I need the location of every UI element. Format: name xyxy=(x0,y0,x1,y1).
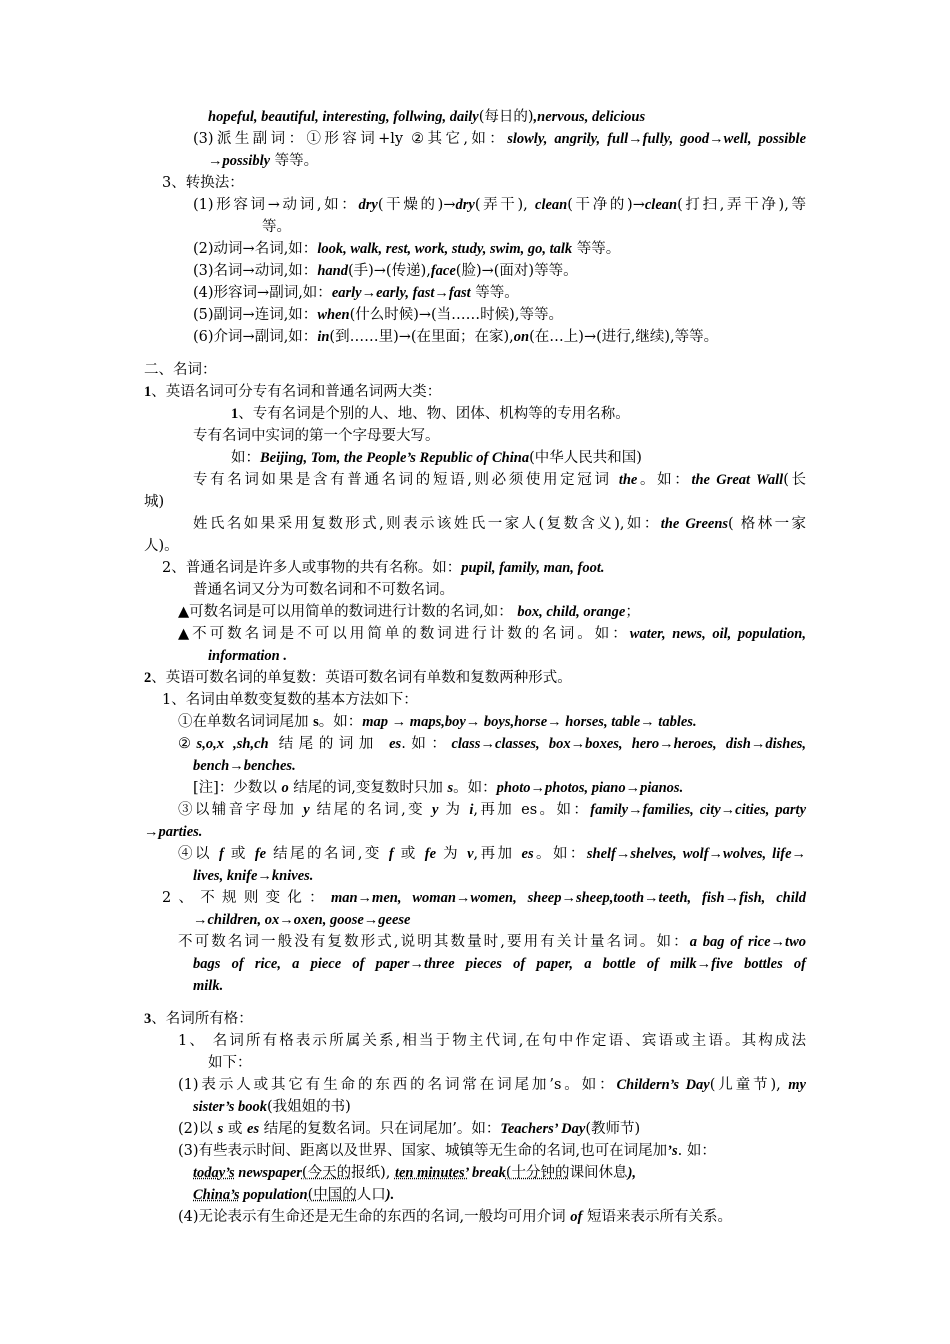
text-run: lives, knife→knives. xyxy=(193,868,314,884)
text-line xyxy=(208,150,318,172)
text-run: 3 xyxy=(144,1011,152,1027)
text-line xyxy=(193,865,313,887)
text-run: family→families, city→cities, party xyxy=(590,802,807,818)
text-run: look, walk, rest, work, study, swim, go, talk xyxy=(317,241,573,257)
text-run: 。如： xyxy=(637,472,692,488)
text-run: 姓氏名如果采用复数形式,则表示该姓氏一家人(复数含义),如： xyxy=(193,516,661,532)
text-run: box, child, orange xyxy=(517,604,626,620)
text-run: es xyxy=(389,736,402,752)
text-run: (今天的 xyxy=(301,1165,352,1181)
text-line xyxy=(178,931,806,953)
text-run: sister’s book xyxy=(193,1099,267,1115)
text-run: y xyxy=(432,802,439,818)
text-run: 或 xyxy=(223,846,255,862)
text-run: Beijing, Tom, the People’s Republic of China xyxy=(260,450,530,466)
text-line xyxy=(193,326,718,348)
text-run: when xyxy=(317,307,350,323)
text-run: ,nervous, delicious xyxy=(533,109,646,125)
text-run: (什么时候)→(当……时候),等等。 xyxy=(349,307,563,323)
text-run: 1 xyxy=(231,406,239,422)
text-run: 或 xyxy=(223,1121,248,1137)
text-run: the xyxy=(618,472,638,488)
text-run: (中国的 xyxy=(307,1187,357,1203)
text-run: (4)无论表示有生命还是无生命的东西的名词,一般均可用介词 xyxy=(178,1209,571,1225)
text-run: my xyxy=(788,1077,806,1093)
text-run: 课间休息 xyxy=(569,1165,628,1181)
text-run: s,o,x ,sh,ch xyxy=(196,736,269,752)
text-line xyxy=(208,1052,252,1074)
text-run: 1 xyxy=(144,384,152,400)
text-run: ▲可数名词是可以用简单的数词进行计数的名词,如： xyxy=(178,604,518,620)
text-run: today’s xyxy=(193,1165,235,1181)
text-run: (手)→(传递), xyxy=(347,263,431,279)
text-run: 。如： xyxy=(533,846,587,862)
text-run: (干净的)→ xyxy=(567,197,645,213)
text-run: newspaper xyxy=(234,1165,302,1181)
text-run: 2 xyxy=(144,670,152,686)
text-run: 报纸), xyxy=(351,1165,395,1181)
text-run: man→men, woman→women, sheep→sheep,tooth→teeth, fish→fish, child xyxy=(330,890,807,906)
text-run: v xyxy=(467,846,474,862)
text-run: ,再加 es。如： xyxy=(473,802,591,818)
text-run: 2、不规则变化： xyxy=(162,890,331,906)
text-run: es xyxy=(521,846,534,862)
text-run: (弄干), xyxy=(474,197,536,213)
text-run: 、名词所有格： xyxy=(151,1011,253,1027)
text-run: 1、名词由单数变复数的基本方法如下： xyxy=(162,692,418,708)
text-line xyxy=(144,1008,253,1030)
text-run: (长 xyxy=(783,472,806,488)
text-run: ▲不可数名词是不可以用简单的数词进行计数的名词。如： xyxy=(178,626,630,642)
text-run: ③以辅音字母加 xyxy=(178,802,304,818)
text-run: 人口 xyxy=(356,1187,386,1203)
text-run: y xyxy=(303,802,310,818)
text-run: 2、普通名词是许多人或事物的共有名称。如： xyxy=(162,560,462,576)
text-run: a bag of rice→two xyxy=(689,934,806,950)
text-run: 人)。 xyxy=(144,538,179,554)
text-run: 为 xyxy=(438,802,470,818)
text-run: (教师节) xyxy=(585,1121,641,1137)
text-run: ’s xyxy=(667,1143,678,1159)
text-line xyxy=(193,579,454,601)
text-run: 专有名词如果是含有普通名词的短语,则必须使用定冠词 xyxy=(193,472,619,488)
text-run: f xyxy=(388,846,394,862)
text-run: o xyxy=(281,780,289,796)
text-run: . 如： xyxy=(677,1143,716,1159)
text-line xyxy=(162,172,244,194)
text-run: (我姐姐的书) xyxy=(266,1099,351,1115)
text-run: (中华人民共和国) xyxy=(529,450,642,466)
text-run: 结尾的词,变复数时只加 xyxy=(288,780,448,796)
text-run: 、英语可数名词的单复数：英语可数名词有单数和复数两种形式。 xyxy=(151,670,572,686)
text-run: 普通名词又分为可数名词和不可数名词。 xyxy=(193,582,454,598)
text-run: milk. xyxy=(193,978,224,994)
text-run: 。如： xyxy=(453,780,497,796)
text-line xyxy=(144,667,572,689)
text-run: 等。 xyxy=(262,219,291,235)
text-run: (4)形容词→副词,如： xyxy=(193,285,332,301)
text-line xyxy=(193,238,620,260)
text-run: photo→photos, piano→pianos. xyxy=(496,780,684,796)
text-line xyxy=(193,1096,351,1118)
text-line xyxy=(178,799,806,821)
text-line xyxy=(144,491,164,513)
text-run: hand xyxy=(317,263,348,279)
text-run: water, news, oil, population, xyxy=(629,626,806,642)
text-run: (在…上)→(进行,继续),等等。 xyxy=(529,329,719,345)
text-run: information . xyxy=(208,648,287,664)
text-run: (3)有些表示时间、距离以及世界、国家、城镇等无生命的名词,也可在词尾加 xyxy=(178,1143,668,1159)
text-run: Childern’s Day xyxy=(616,1077,710,1093)
text-run: the Greens xyxy=(660,516,729,532)
text-run: early→early, fast→fast xyxy=(331,285,471,301)
text-line xyxy=(178,601,640,623)
text-run: bench→benches. xyxy=(193,758,296,774)
text-run: 短语来表示所有关系。 xyxy=(582,1209,732,1225)
text-run: pupil, family, man, foot. xyxy=(461,560,605,576)
text-line xyxy=(178,623,806,645)
text-run: 结尾的复数名词。只在词尾加’。如： xyxy=(259,1121,501,1137)
text-line xyxy=(193,1184,394,1206)
text-line xyxy=(193,513,806,535)
text-run: map → maps,boy→ boys,horse→ horses, table→ tables. xyxy=(362,714,697,730)
text-line xyxy=(178,733,806,755)
text-line xyxy=(178,843,806,865)
text-run: 如： xyxy=(231,450,260,466)
text-line xyxy=(144,821,202,843)
text-line xyxy=(144,359,217,381)
text-run: (脸)→(面对)等等。 xyxy=(455,263,578,279)
text-run: 为 xyxy=(436,846,468,862)
text-line xyxy=(178,1206,732,1228)
text-run: (儿童节), xyxy=(709,1077,789,1093)
text-run: [注]：少数以 xyxy=(193,780,282,796)
text-line xyxy=(178,1140,716,1162)
text-run: Teachers’ Day xyxy=(500,1121,586,1137)
text-run: →children, ox→oxen, goose→geese xyxy=(193,912,411,928)
text-line xyxy=(193,755,296,777)
text-run: s xyxy=(447,780,454,796)
text-run: 等等。 xyxy=(572,241,621,257)
text-run: bags of rice, a piece of paper→three pieces of paper, a bottle of milk→five bottles of xyxy=(193,956,806,972)
text-run: 等等。 xyxy=(270,153,319,169)
text-run: ,再加 xyxy=(473,846,522,862)
text-line xyxy=(193,777,683,799)
text-line xyxy=(193,1162,636,1184)
text-run: s xyxy=(217,1121,224,1137)
text-run: (干燥的)→ xyxy=(377,197,456,213)
text-run: fe xyxy=(424,846,437,862)
text-line xyxy=(231,447,642,469)
text-run: dry xyxy=(455,197,475,213)
text-run: shelf→shelves, wolf→wolves, life→ xyxy=(586,846,807,862)
text-line xyxy=(231,403,630,425)
text-line xyxy=(193,128,806,150)
text-line xyxy=(162,887,806,909)
text-run: (1)表示人或其它有生命的东西的名词常在词尾加’s。如： xyxy=(178,1077,617,1093)
text-line xyxy=(208,106,645,128)
text-line xyxy=(193,194,806,216)
text-line xyxy=(144,381,441,403)
text-run: clean xyxy=(644,197,678,213)
text-run: ② xyxy=(178,736,197,752)
text-run: 专有名词中实词的第一个字母要大写。 xyxy=(193,428,440,444)
text-run: (打扫,弄干净),等 xyxy=(677,197,806,213)
text-run: 结尾的名词,变 xyxy=(309,802,433,818)
text-line xyxy=(262,216,291,238)
text-run: (6)介词→副词,如： xyxy=(193,329,318,345)
text-run: China’s xyxy=(193,1187,240,1203)
text-run: ), xyxy=(627,1165,637,1181)
text-run: f xyxy=(218,846,224,862)
text-run: class→classes, box→boxes, hero→heroes, dish→dishes, xyxy=(451,736,807,752)
text-line xyxy=(193,975,223,997)
text-run: es xyxy=(247,1121,260,1137)
text-run: (5)副词→连词,如： xyxy=(193,307,318,323)
text-run: (到……里)→(在里面；在家), xyxy=(329,329,514,345)
text-run: s xyxy=(313,714,319,730)
text-run: 城) xyxy=(144,494,165,510)
text-run: (2)以 xyxy=(178,1121,218,1137)
text-run: ). xyxy=(385,1187,395,1203)
text-line xyxy=(193,260,578,282)
text-run: ten minutes’ xyxy=(394,1165,469,1181)
text-run: 1、 名词所有格表示所属关系,相当于物主代词,在句中作定语、宾语或主语。其构成法 xyxy=(178,1033,806,1049)
text-run: 结尾的词加 xyxy=(268,736,390,752)
text-run: dry xyxy=(358,197,378,213)
text-run: ； xyxy=(625,604,640,620)
text-run: of xyxy=(570,1209,583,1225)
text-run: 。如： xyxy=(318,714,363,730)
text-run: the Great Wall xyxy=(691,472,784,488)
text-line xyxy=(193,282,519,304)
text-run: .如： xyxy=(401,736,452,752)
text-run: ( 格林一家 xyxy=(728,516,806,532)
text-run: hopeful, beautiful, interesting, follwing, daily xyxy=(208,109,479,125)
text-run: 如下： xyxy=(208,1055,252,1071)
text-run: 、英语名词可分专有名词和普通名词两大类： xyxy=(151,384,442,400)
text-run: 二、名词： xyxy=(144,362,217,378)
text-run: (3)派生副词：①形容词+ly ②其它,如： xyxy=(193,131,508,147)
text-run: (每日的) xyxy=(478,109,534,125)
text-run: on xyxy=(513,329,530,345)
text-run: clean xyxy=(535,197,568,213)
text-run: (十分钟的 xyxy=(505,1165,570,1181)
text-run: break xyxy=(468,1165,506,1181)
text-line xyxy=(193,953,806,975)
text-run: →possibly xyxy=(208,153,271,169)
text-run: 或 xyxy=(393,846,425,862)
text-run: ④以 xyxy=(178,846,219,862)
text-run: 不可数名词一般没有复数形式,说明其数量时,要用有关计量名词。如： xyxy=(178,934,690,950)
text-run: 、专有名词是个别的人、地、物、团体、机构等的专用名称。 xyxy=(238,406,630,422)
text-line xyxy=(178,1074,806,1096)
text-line xyxy=(162,557,605,579)
text-run: (2)动词→名词,如： xyxy=(193,241,318,257)
text-run: 3、转换法： xyxy=(162,175,244,191)
text-line xyxy=(193,425,440,447)
text-run: fe xyxy=(254,846,267,862)
text-run: face xyxy=(430,263,456,279)
text-line xyxy=(178,711,697,733)
text-run: 结尾的名词,变 xyxy=(266,846,389,862)
text-run: population xyxy=(239,1187,308,1203)
text-run: →parties. xyxy=(144,824,203,840)
text-line xyxy=(178,1118,640,1140)
text-line xyxy=(193,304,563,326)
text-line xyxy=(193,909,410,931)
text-line xyxy=(193,469,806,491)
text-run: i xyxy=(469,802,474,818)
text-run: (3)名词→动词,如： xyxy=(193,263,318,279)
text-run: (1)形容词→动词,如： xyxy=(193,197,359,213)
text-line xyxy=(178,1030,806,1052)
text-run: ①在单数名词词尾加 xyxy=(178,714,314,730)
text-run: in xyxy=(317,329,330,345)
text-line xyxy=(162,689,418,711)
text-line xyxy=(208,645,287,667)
text-run: slowly, angrily, full→fully, good→well, possible xyxy=(507,131,807,147)
text-run: 等等。 xyxy=(470,285,519,301)
text-line xyxy=(144,535,179,557)
